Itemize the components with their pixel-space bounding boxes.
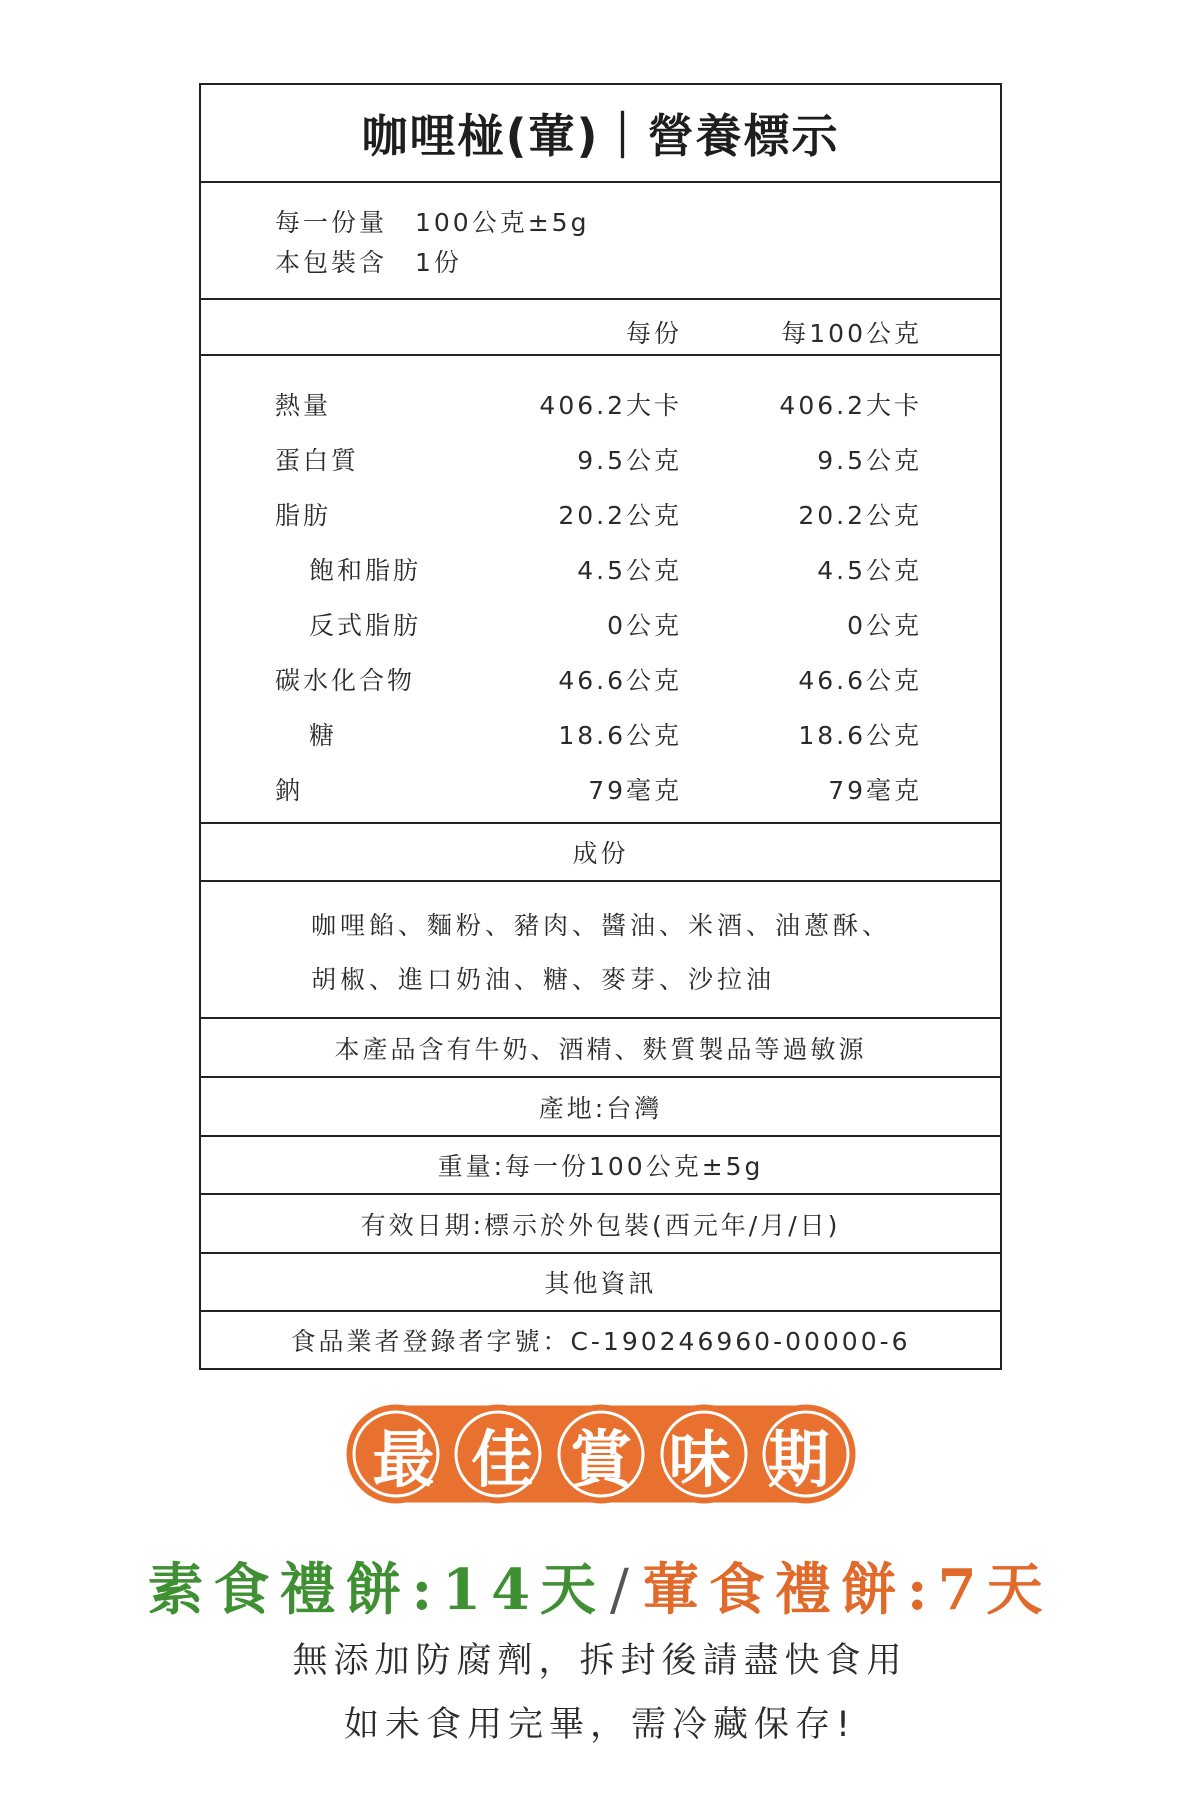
badge-char: 最: [372, 1422, 435, 1496]
nutrient-name: 碳水化合物: [275, 666, 416, 695]
nutrient-row: [201, 606, 1000, 646]
nutrition-label: [199, 83, 1002, 1370]
nutrient-row: [201, 386, 1000, 426]
nutrient-name: 熱量: [275, 391, 332, 420]
best-before-badge: [340, 1403, 862, 1505]
nutrient-per-serving: 4.5公克: [577, 556, 682, 585]
serving-info: [201, 183, 1000, 300]
nutrient-row: [201, 771, 1000, 811]
label-title: 咖哩椪(葷)｜營養標示: [201, 85, 1000, 183]
col-per-serving: 每份: [625, 319, 682, 348]
weight: 重量:每一份100公克±5g: [201, 1137, 1000, 1195]
nutrient-per-serving: 79毫克: [588, 776, 682, 805]
column-header: [201, 300, 1000, 356]
badge-char: 佳: [471, 1422, 534, 1496]
nutrient-per-100g: 0公克: [847, 611, 922, 640]
nutrient-per-100g: 46.6公克: [798, 666, 922, 695]
nutrient-per-serving: 20.2公克: [558, 501, 682, 530]
nutrient-per-serving: 46.6公克: [558, 666, 682, 695]
nutrient-name: 脂肪: [275, 501, 332, 530]
note-line-1: 無添加防腐劑，拆封後請盡快食用: [292, 1641, 908, 1681]
nutrient-per-serving: 0公克: [607, 611, 682, 640]
badge-char: 期: [767, 1422, 830, 1496]
nutrient-per-serving: 406.2大卡: [539, 391, 682, 420]
col-per-100g: 每100公克: [781, 319, 922, 348]
meat-shelf-life: 葷食禮餅:7天: [642, 1557, 1053, 1623]
nutrient-row: [201, 551, 1000, 591]
nutrient-name: 鈉: [275, 776, 304, 805]
nutrient-per-100g: 406.2大卡: [779, 391, 922, 420]
nutrient-per-100g: 18.6公克: [798, 721, 922, 750]
badge-char: 味: [668, 1422, 731, 1496]
nutrient-name: 糖: [309, 721, 338, 750]
origin: 產地:台灣: [201, 1078, 1000, 1137]
note-line-2: 如未食用完畢，需冷藏保存!: [343, 1705, 857, 1745]
veg-shelf-life: 素食禮餅:14天: [147, 1557, 607, 1623]
ingredients-line-2: 胡椒、進口奶油、糖、麥芽、沙拉油: [311, 965, 776, 994]
nutrient-per-100g: 20.2公克: [798, 501, 922, 530]
shelf-life: [0, 1546, 1200, 1626]
nutrient-name: 蛋白質: [275, 446, 360, 475]
nutrient-per-100g: 9.5公克: [817, 446, 922, 475]
nutrient-per-100g: 4.5公克: [817, 556, 922, 585]
badge-text: [340, 1403, 862, 1505]
nutrient-per-serving: 18.6公克: [558, 721, 682, 750]
serving-size: 每一份量 100公克±5g: [275, 208, 590, 237]
registration-number: 食品業者登錄者字號：C-190246960-00000-6: [290, 1327, 911, 1356]
badge-char: 賞: [569, 1422, 632, 1496]
nutrient-row: [201, 661, 1000, 701]
expiry-date: 有效日期:標示於外包裝(西元年/月/日): [201, 1195, 1000, 1254]
nutrient-per-serving: 9.5公克: [577, 446, 682, 475]
nutrient-table: [201, 356, 1000, 824]
ingredients-heading: 成份: [201, 824, 1000, 882]
nutrient-row: [201, 716, 1000, 756]
shelf-life-slash: /: [610, 1558, 639, 1623]
ingredients-line-1: 咖哩餡、麵粉、豬肉、醬油、米酒、油蔥酥、: [311, 911, 892, 940]
allergen-notice: 本產品含有牛奶、酒精、麩質製品等過敏源: [201, 1019, 1000, 1078]
nutrient-row: [201, 496, 1000, 536]
nutrient-name: 飽和脂肪: [309, 556, 422, 585]
nutrient-per-100g: 79毫克: [828, 776, 922, 805]
nutrient-row: [201, 441, 1000, 481]
ingredients-list: [201, 882, 1000, 1019]
other-info-heading: 其他資訊: [201, 1254, 1000, 1312]
servings-per-pack: 本包裝含 1份: [275, 248, 462, 277]
nutrient-name: 反式脂肪: [309, 611, 422, 640]
